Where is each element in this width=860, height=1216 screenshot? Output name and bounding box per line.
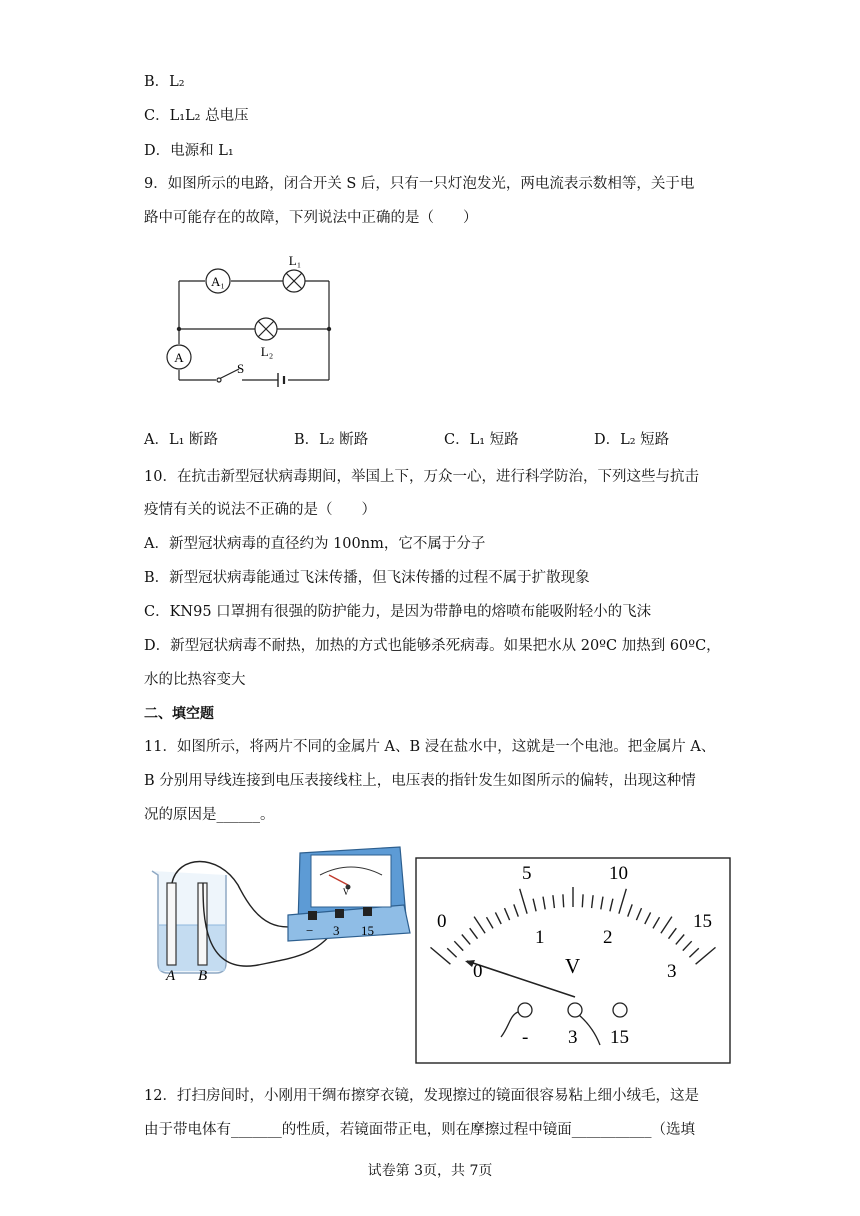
question-11-line-3: 况的原因是______。	[144, 807, 275, 823]
option-d-q9: D．L₂ 短路	[594, 432, 670, 448]
option-b-q8: B．L₂	[144, 74, 185, 90]
top-scale-0: 0	[437, 911, 447, 932]
option-d-q10-line-1: D．新型冠状病毒不耐热，加热的方式也能够杀死病毒。如果把水从 20ºC 加热到 60ºC，	[144, 638, 721, 654]
dial-terminal-3: 3	[568, 1027, 578, 1048]
ammeter-a1-label: A₁	[211, 274, 225, 289]
beaker-label-b: B	[198, 968, 208, 984]
bottom-scale-3: 3	[667, 961, 677, 982]
top-scale-15: 15	[693, 911, 712, 932]
option-b-q9: B．L₂ 断路	[294, 432, 369, 448]
terminal-3-small: 3	[333, 923, 340, 938]
meter-symbol-small: V	[342, 887, 350, 897]
voltmeter-dial-zoom	[415, 857, 731, 1065]
section-heading: 二、填空题	[144, 706, 214, 722]
question-9-line-2: 路中可能存在的故障，下列说法中正确的是（ ）	[144, 210, 478, 226]
question-11-line-2: B 分别用导线连接到电压表接线柱上，电压表的指针发生如图所示的偏转，出现这种情	[144, 773, 696, 789]
terminal-minus-small: −	[306, 923, 314, 938]
switch-s-label: S	[237, 361, 245, 376]
option-b-q10: B．新型冠状病毒能通过飞沫传播，但飞沫传播的过程不属于扩散现象	[144, 570, 590, 586]
option-d-q8: D．电源和 L₁	[144, 143, 234, 159]
question-10-line-1: 10．在抗击新型冠状病毒期间，举国上下，万众一心，进行科学防治，下列这些与抗击	[144, 469, 699, 485]
bottom-scale-0: 0	[473, 961, 483, 982]
option-c-q10: C．KN95 口罩拥有很强的防护能力，是因为带静电的熔喷布能吸附轻小的飞沫	[144, 604, 652, 620]
circuit-diagram	[160, 245, 350, 390]
question-10-line-2: 疫情有关的说法不正确的是（ ）	[144, 502, 376, 518]
lamp-l2-label: L₂	[260, 344, 274, 359]
dial-tick	[563, 894, 564, 907]
option-a-q10: A．新型冠状病毒的直径约为 100nm，它不属于分子	[144, 536, 486, 552]
option-a-q9: A．L₁ 断路	[144, 432, 219, 448]
top-scale-5: 5	[522, 863, 532, 884]
bottom-scale-1: 1	[535, 927, 545, 948]
bottom-scale-2: 2	[603, 927, 613, 948]
dial-symbol-v: V	[565, 954, 581, 978]
beaker-label-a: A	[166, 968, 176, 984]
option-c-q9: C．L₁ 短路	[444, 432, 519, 448]
terminal-15-small: 15	[361, 923, 374, 938]
dial-tick	[582, 894, 583, 907]
question-9-options	[144, 428, 764, 448]
top-scale-10: 10	[609, 863, 628, 884]
option-c-q8: C．L₁L₂ 总电压	[144, 108, 249, 124]
question-12-line-2: 由于带电体有_______的性质，若镜面带正电，则在摩擦过程中镜面___________（选填	[144, 1122, 695, 1138]
question-9-line-1: 9．如图所示的电路，闭合开关 S 后，只有一只灯泡发光，两电流表示数相等，关于电	[144, 176, 695, 192]
dial-terminal-minus: -	[522, 1027, 529, 1048]
option-d-q10-line-2: 水的比热容变大	[144, 672, 246, 688]
question-12-line-1: 12．打扫房间时，小刚用干绸布擦穿衣镜，发现擦过的镜面很容易粘上细小绒毛，这是	[144, 1088, 699, 1104]
battery-voltmeter-illustration	[148, 845, 410, 985]
ammeter-a-label: A	[174, 350, 184, 365]
lamp-l1-label: L₁	[288, 253, 302, 268]
question-11-line-1: 11．如图所示，将两片不同的金属片 A、B 浸在盐水中，这就是一个电池。把金属片 A、	[144, 739, 716, 755]
page-footer: 试卷第 3页，共 7页	[367, 1163, 493, 1179]
dial-terminal-15: 15	[610, 1027, 629, 1048]
